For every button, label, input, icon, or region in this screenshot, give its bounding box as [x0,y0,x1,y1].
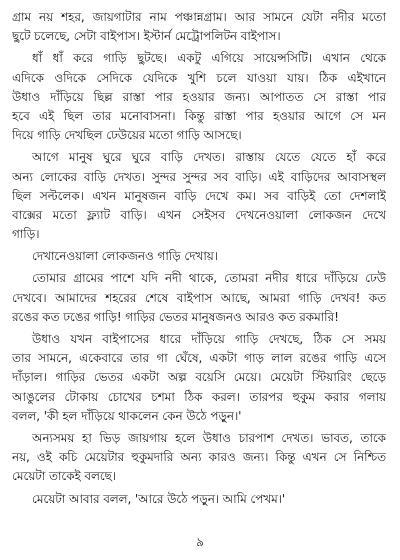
text-line: মেয়েটা আবার বলল, 'আরে উঠে পড়ুন। আমি পেখম।' [32,491,286,506]
text-line: তোমার গ্রামের পাশে যদি নদী থাকে, তোমরা নদীর ধারে দাঁড়িয়ে ঢেউ [32,271,386,286]
paragraph-5 [12,269,386,327]
text-line: ছিল সল্টলেক। এখন মানুষজন বাড়ি দেখে কম। সব বাড়িই তো দেশলাই [12,188,386,203]
paragraph-2 [12,49,386,145]
page-number: ৯ [196,535,204,549]
text-line: তার সামনে, একেবারে তার গা ঘেঁষে, একটা গাড় লাল রঙের গাড়ি এসে [12,351,386,366]
paragraph-3 [12,148,386,244]
text-line: উধাও দাঁড়িয়ে ছিল্ল রাস্তা পার হওয়ার জন্য। আপাতত সে রাস্তা পার [12,89,386,104]
text-line: অন্য লোকের বাড়ি দেখত। সুন্দর সুন্দর সব বাড়ি। এই বাড়িদের আবাসস্থল [12,169,386,184]
text-line: বাক্সের মতো ফ্ল্যাট বাড়ি। এখন সেইসব দেখনেওয়ালা লোকজন দেখে [12,207,386,222]
paragraph-4 [12,247,386,266]
text-line: রঙের কত ঢঙের গাড়ি! গাড়ির ভেতর মানুষজনও আরও কত রকমারি! [12,309,339,324]
text-line: বলল, 'কী হল দাঁড়িয়ে থাকলেন কেন উঠে পড়ুন।' [12,408,242,423]
text-line: উধাও যখন বাইপাসের ধারে দাঁড়িয়ে গাড়ি দেখছে, ঠিক সে সময় [32,332,386,346]
text-line: হবে এই ছিল তার মনোবাসনা। কিন্তু রাস্তা পার হওয়ার আগে সে মন [12,108,386,123]
paragraph-1 [12,8,386,46]
paragraph-8 [12,490,386,509]
paragraph-7 [12,429,386,487]
text-line: দেখবে। আমাদের শহরের শেষে বাইপাস আছে, আমরা গাড়ি দেখব! কত [12,290,386,305]
text-line: দিয়ে গাড়ি দেখছিল ঢেউয়ের মতো গাড়ি আসছে। [12,128,242,143]
text-line: গাড়ি। [12,227,40,242]
text-line: নয়, ওই কচি মেয়েটার হুকুমদারি অন্য কারও জন্য। কিন্তু এখন সে নিশ্চিত [12,450,386,465]
body-text [12,8,386,509]
paragraph-6 [12,330,386,426]
text-line: দাঁড়াল। গাড়ির ভেতর একটা অল্প বয়েসি মেয়ে। মেয়েটা স্টিয়ারিং ছেড়ে [12,370,386,385]
text-line: মেয়েটা তাকেই বলছে। [12,469,117,484]
text-line: এদিকে ওদিকে সেদিকে যেদিকে খুশি চলে যাওয়া যায়। ঠিক এইখানে [12,70,386,85]
text-line: গ্রাম নয় শহর, জায়গাটার নাম পঞ্চান্নগ্রাম। আর সামনে যেটা নদীর মতো [12,10,386,24]
text-line: আঙুলের টোকায় চোখের চশমা ঠিক করল। তারপর হুকুম করার গলায় [12,389,386,404]
text-line: ধাঁ ধাঁ করে গাড়ি ছুটছে। একটু এগিয়ে সায়েন্সসিটি। এখান থেকে [32,51,386,66]
text-line: অন্যসময় হা ভিড় জায়গায় হলে উধাও চারপাশ দেখত। ভাবত, তাকে [32,430,386,445]
text-line: দেখানেওয়ালা লোকজনও গাড়ি দেখায়। [32,249,218,264]
text-line: ছুটে চলেছে, সেটা বাইপাস। ইস্টার্ন মেট্রোপলিটন বাইপাস। [12,29,281,44]
text-line: আগে মানুষ ঘুরে ঘুরে বাড়ি দেখত। রাস্তায় যেতে যেতে হাঁ করে [32,150,386,165]
